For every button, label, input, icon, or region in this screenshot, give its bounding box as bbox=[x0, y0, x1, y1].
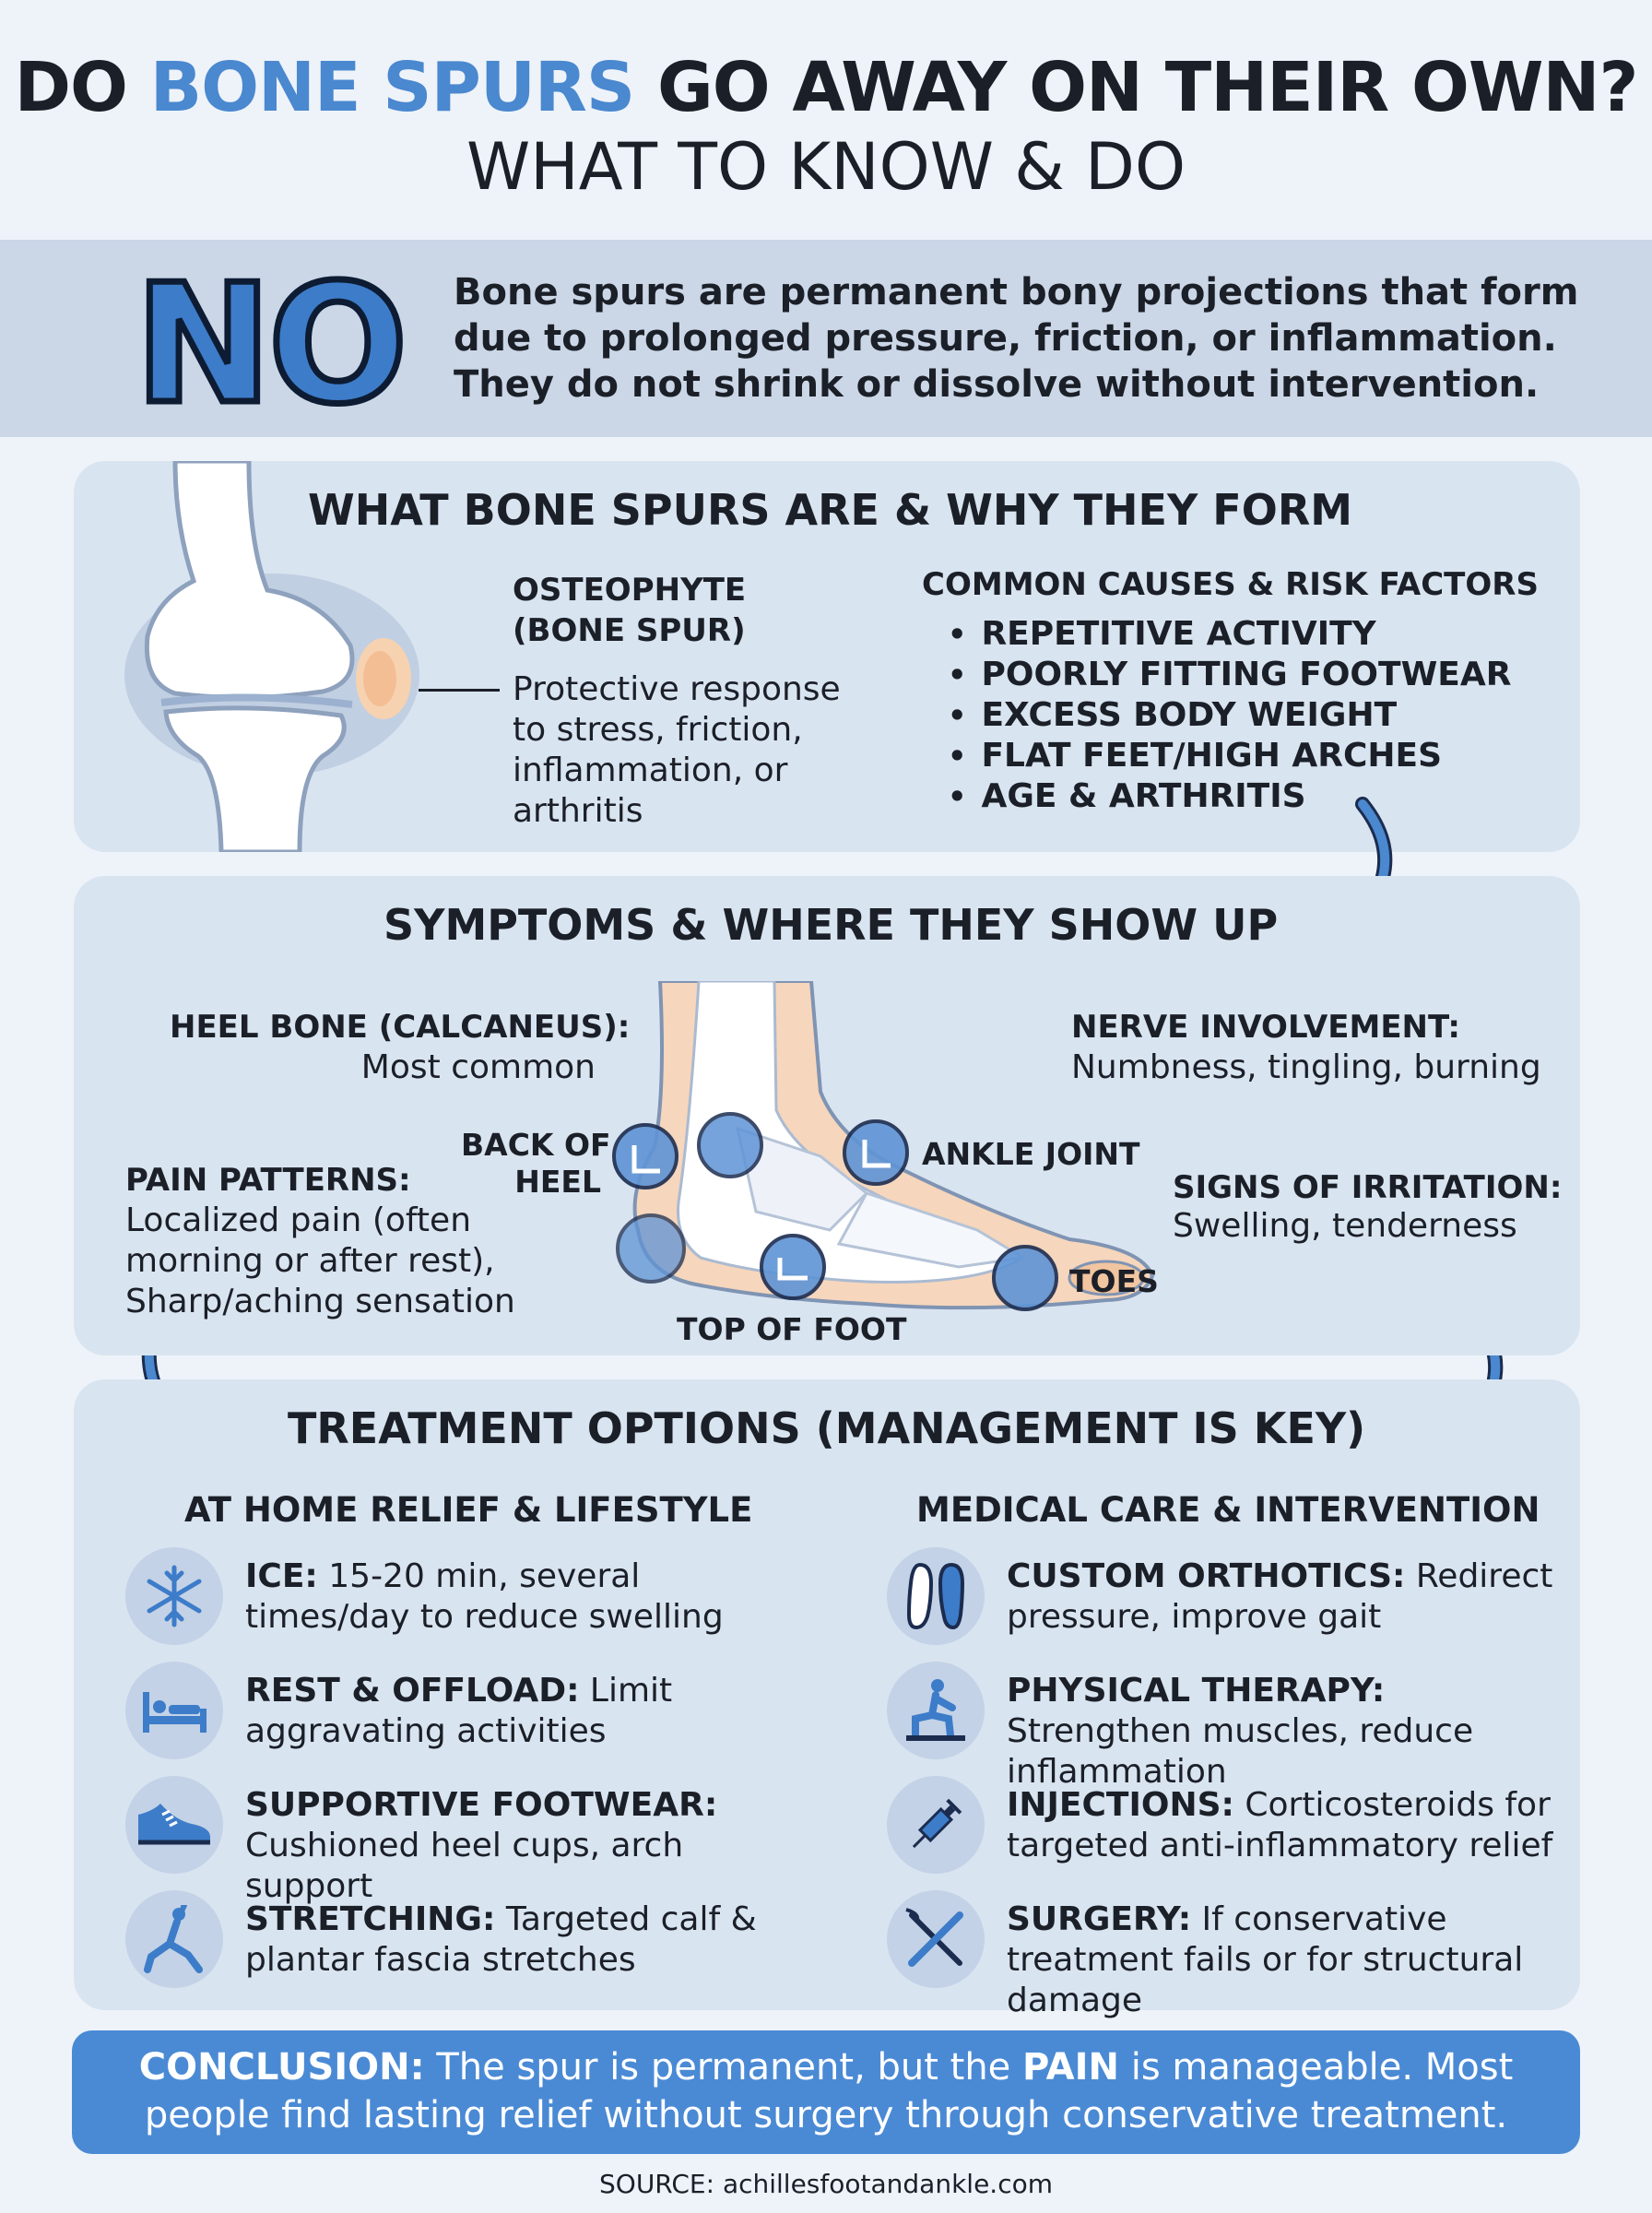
treatment-text: Corticosteroids for targeted anti-inflammatory relief bbox=[1007, 1786, 1553, 1864]
heel-bone-marker bbox=[618, 1215, 684, 1282]
conclusion-emphasis: PAIN bbox=[1022, 2046, 1119, 2089]
medical-item-surgery bbox=[1007, 1899, 1578, 2021]
nerve-desc: Numbness, tingling, burning bbox=[1071, 1048, 1541, 1086]
toes-marker bbox=[994, 1247, 1056, 1309]
nerve-label: NERVE INVOLVEMENT: bbox=[1071, 1009, 1460, 1046]
back-of-heel-marker bbox=[614, 1125, 677, 1188]
therapy-icon bbox=[887, 1662, 985, 1759]
treatment-label: SUPPORTIVE FOOTWEAR: bbox=[245, 1786, 718, 1824]
medical-column-title: MEDICAL CARE & INTERVENTION bbox=[916, 1490, 1540, 1530]
irritation-desc: Swelling, tenderness bbox=[1173, 1207, 1517, 1245]
pain-desc: Localized pain (often morning or after rest), Sharp/aching sensation bbox=[125, 1201, 515, 1320]
treatment-label: SURGERY: bbox=[1007, 1900, 1192, 1938]
home-item-footwear bbox=[245, 1785, 798, 1907]
treatment-text: Cushioned heel cups, arch support bbox=[245, 1827, 684, 1905]
treatment-text: Redirect pressure, improve gait bbox=[1007, 1557, 1553, 1636]
causes-title: COMMON CAUSES & RISK FACTORS bbox=[922, 566, 1539, 603]
conclusion-label: CONCLUSION: bbox=[138, 2046, 425, 2089]
syringe-icon bbox=[887, 1776, 985, 1874]
causes-list bbox=[948, 614, 1511, 817]
subtitle: WHAT TO KNOW & DO bbox=[466, 129, 1186, 205]
surgical-tools-icon bbox=[887, 1890, 985, 1988]
top-of-foot-marker bbox=[761, 1236, 824, 1298]
home-item-rest bbox=[245, 1671, 798, 1752]
cause-item: • AGE & ARTHRITIS bbox=[948, 776, 1511, 817]
back-of-heel-label-2: HEEL bbox=[514, 1164, 601, 1200]
conclusion-box bbox=[72, 2030, 1580, 2154]
main-title bbox=[0, 48, 1652, 127]
snowflake-icon bbox=[125, 1547, 223, 1645]
cause-item: • POORLY FITTING FOOTWEAR bbox=[948, 655, 1511, 695]
treatment-label: REST & OFFLOAD: bbox=[245, 1672, 580, 1710]
treatment-label: STRETCHING: bbox=[245, 1900, 496, 1938]
stretch-icon bbox=[125, 1890, 223, 1988]
medical-item-therapy bbox=[1007, 1671, 1560, 1793]
heel-bone-label: HEEL BONE (CALCANEUS): bbox=[170, 1009, 631, 1046]
cause-item: • EXCESS BODY WEIGHT bbox=[948, 695, 1511, 736]
treatment-text: If conservative treatment fails or for structural damage bbox=[1007, 1900, 1524, 2019]
answer-word: NO bbox=[135, 249, 405, 440]
treatment-label: CUSTOM ORTHOTICS: bbox=[1007, 1557, 1406, 1595]
ankle-joint-label: ANKLE JOINT bbox=[922, 1136, 1140, 1172]
toes-label: TOES bbox=[1069, 1263, 1159, 1299]
irritation-label: SIGNS OF IRRITATION: bbox=[1173, 1169, 1563, 1206]
treatment-label: PHYSICAL THERAPY: bbox=[1007, 1672, 1386, 1710]
home-item-stretching bbox=[245, 1899, 798, 1981]
treatment-label: ICE: bbox=[245, 1557, 318, 1595]
what-section-title: WHAT BONE SPURS ARE & WHY THEY FORM bbox=[308, 485, 1353, 535]
pain-label: PAIN PATTERNS: bbox=[125, 1162, 411, 1199]
treatment-text: Limit aggravating activities bbox=[245, 1672, 673, 1750]
conclusion-text-2: is manageable. Most people find lasting relief without surgery through conservative treatment. bbox=[144, 2046, 1514, 2136]
osteophyte-description: Protective response to stress, friction, inflammation, or arthritis bbox=[513, 670, 841, 830]
source-credit: SOURCE: achillesfootandankle.com bbox=[599, 2169, 1053, 2199]
conclusion-text-1: The spur is permanent, but the bbox=[424, 2046, 1023, 2089]
osteophyte-pointer-line bbox=[419, 689, 500, 692]
home-column-title: AT HOME RELIEF & LIFESTYLE bbox=[184, 1490, 753, 1530]
bed-icon bbox=[125, 1662, 223, 1759]
cause-item: • FLAT FEET/HIGH ARCHES bbox=[948, 736, 1511, 776]
medical-item-orthotics bbox=[1007, 1556, 1560, 1638]
osteophyte-label-2: (BONE SPUR) bbox=[513, 612, 746, 649]
shoe-icon bbox=[125, 1776, 223, 1874]
home-item-ice bbox=[245, 1556, 798, 1638]
treatment-label: INJECTIONS: bbox=[1007, 1786, 1234, 1824]
answer-description: Bone spurs are permanent bony projections that form due to prolonged pressure, friction, or inflammation. They do not shrink or dissolve without intervention. bbox=[454, 271, 1579, 406]
title-highlight: BONE SPURS bbox=[149, 48, 635, 127]
treatment-text: Targeted calf & plantar fascia stretches bbox=[245, 1900, 757, 1979]
symptoms-section-title: SYMPTOMS & WHERE THEY SHOW UP bbox=[384, 900, 1279, 950]
ankle-joint-marker bbox=[844, 1121, 907, 1184]
back-of-heel-label-1: BACK OF bbox=[461, 1127, 611, 1163]
title-pre: DO bbox=[14, 48, 150, 127]
treatment-text: Strengthen muscles, reduce inflammation bbox=[1007, 1712, 1474, 1791]
treatment-text: 15-20 min, several times/day to reduce swelling bbox=[245, 1557, 724, 1636]
treatment-section-title: TREATMENT OPTIONS (MANAGEMENT IS KEY) bbox=[288, 1403, 1366, 1453]
medical-item-injections bbox=[1007, 1785, 1560, 1866]
title-post: GO AWAY ON THEIR OWN? bbox=[634, 48, 1638, 127]
osteophyte-label-1: OSTEOPHYTE bbox=[513, 572, 747, 609]
heel-bone-desc: Most common bbox=[360, 1048, 596, 1086]
cause-item: • REPETITIVE ACTIVITY bbox=[948, 614, 1511, 655]
insoles-icon bbox=[887, 1547, 985, 1645]
top-of-foot-label: TOP OF FOOT bbox=[677, 1311, 907, 1347]
ankle-top-marker bbox=[699, 1114, 761, 1177]
